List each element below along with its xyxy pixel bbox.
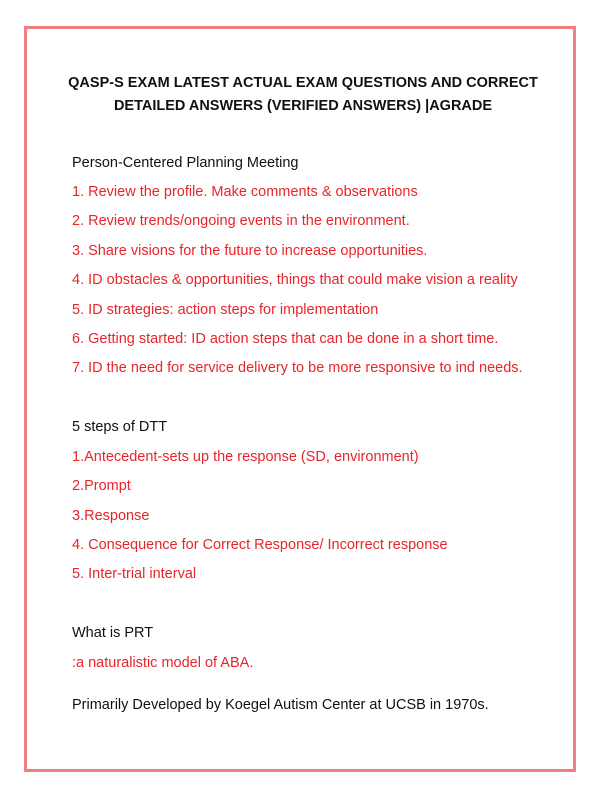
answer-item: 5. ID strategies: action steps for implementation xyxy=(72,302,379,318)
answer-item: 2. Review trends/ongoing events in the environment. xyxy=(72,213,410,229)
answer-item: 3. Share visions for the future to increase opportunities. xyxy=(72,243,428,259)
document-title-line-1: QASP-S EXAM LATEST ACTUAL EXAM QUESTIONS AND CORRECT xyxy=(68,75,538,91)
answer-item: 4. ID obstacles & opportunities, things that could make vision a reality xyxy=(72,272,518,288)
document-title-line-2: DETAILED ANSWERS (VERIFIED ANSWERS) |AGRADE xyxy=(113,98,493,114)
question-person-centered-planning: Person-Centered Planning Meeting xyxy=(72,155,299,171)
answer-item: 2.Prompt xyxy=(72,478,131,494)
footer-note: Primarily Developed by Koegel Autism Center at UCSB in 1970s. xyxy=(72,697,489,713)
answer-item: 4. Consequence for Correct Response/ Incorrect response xyxy=(72,537,448,553)
answer-item: 1.Antecedent-sets up the response (SD, environment) xyxy=(72,449,419,465)
answer-item: 5. Inter-trial interval xyxy=(72,566,197,582)
question-what-is-prt: What is PRT xyxy=(72,625,154,641)
answer-item: 1. Review the profile. Make comments & observations xyxy=(72,184,418,200)
question-5-steps-of-dtt: 5 steps of DTT xyxy=(72,419,168,435)
answer-item: 7. ID the need for service delivery to be more responsive to ind needs. xyxy=(72,360,523,376)
answer-item: 3.Response xyxy=(72,508,150,524)
answer-item: :a naturalistic model of ABA. xyxy=(72,655,254,671)
answer-item: 6. Getting started: ID action steps that can be done in a short time. xyxy=(72,331,499,347)
